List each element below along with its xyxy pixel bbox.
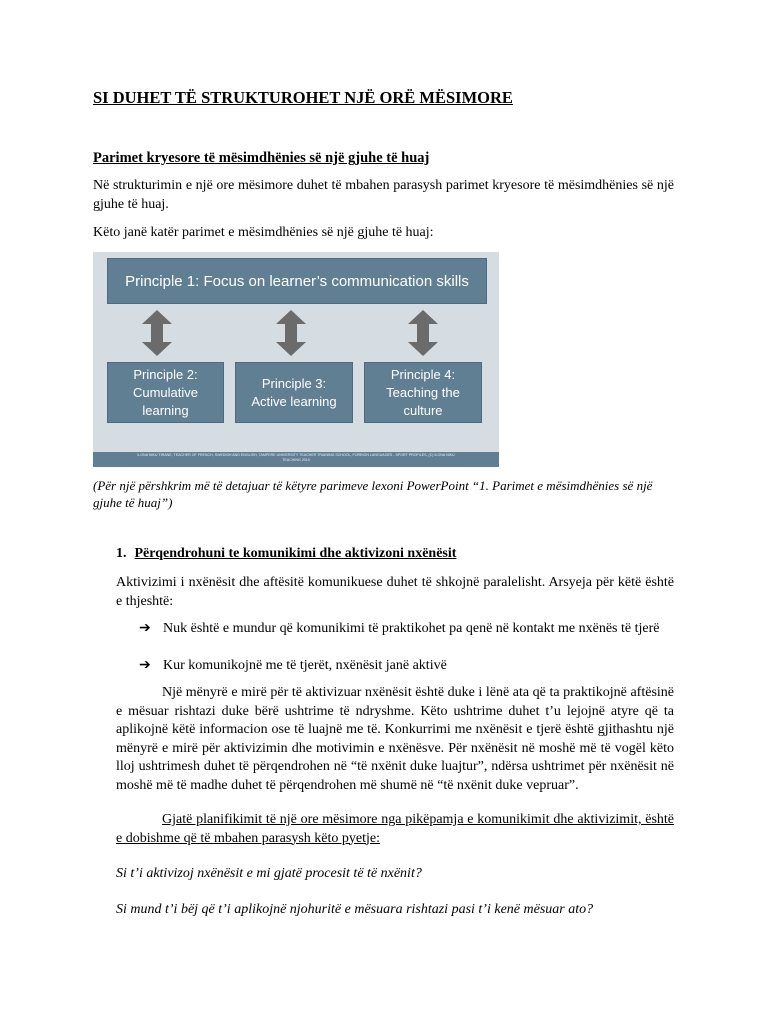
principle-3-box <box>235 362 353 423</box>
list-item <box>139 620 674 639</box>
section-1-paragraph: Aktivizimi i nxënësit dhe aftësitë komunikuese duhet të shkojnë paralelisht. Arsyeja për këtë është e thjeshtë: <box>116 575 674 609</box>
document-title: SI DUHET TË STRUKTUROHET NJË ORË MËSIMORE <box>93 88 513 107</box>
section-1-title: Përqendrohuni te komunikimi dhe aktivizoni nxënësit <box>134 546 457 561</box>
double-arrow-icon <box>276 310 306 356</box>
arrow-right-icon: ➔ <box>139 621 151 636</box>
principle-2-box <box>107 362 224 423</box>
list-item-text: Kur komunikojnë me të tjerët, nxënësit janë aktivë <box>163 658 447 673</box>
section-subheading: Parimet kryesore të mësimdhënies së një gjuhe të huaj <box>93 150 430 166</box>
principle-4-label: Principle 4: Teaching the culture <box>386 366 460 418</box>
principle-2-label: Principle 2: Cumulative learning <box>132 366 199 418</box>
diagram-footer-text: ILONA NIKU TIRANE, TEACHER OF FRENCH, SWEDISH AND ENGLISH, TAMPERE UNIVERSITY TEACHER TRAINING SCHOOL, FOREIGN LANGUAGES - SPORT PROFILES, (C) ILONA NIKU TEACHING 2015 <box>137 453 455 462</box>
diagram-caption: (Për një përshkrim më të detajuar të këtyre parimeve lexoni PowerPoint “1. Parimet e mësimdhënies së një gjuhe të huaj”) <box>93 478 653 510</box>
question-1: Si t’i aktivizoj nxënësit e mi gjatë procesit të të nxënit? <box>116 866 422 881</box>
intro-paragraph: Në strukturimin e një ore mësimore duhet të mbahen parasysh parimet kryesore të mësimdhënies së një gjuhe të huaj. <box>93 178 674 212</box>
principle-1-box: Principle 1: Focus on learner’s communication skills <box>107 258 487 304</box>
list-item <box>139 657 674 676</box>
double-arrow-icon <box>142 310 172 356</box>
principle-3-label: Principle 3: Active learning <box>251 375 337 409</box>
lead-paragraph: Këto janë katër parimet e mësimdhënies së një gjuhe të huaj: <box>93 225 434 240</box>
list-item-text: Nuk është e mundur që komunikimi të praktikohet pa qenë në kontakt me nxënës të tjerë <box>163 621 660 636</box>
arrow-right-icon: ➔ <box>139 658 151 673</box>
section-1-heading <box>116 546 456 562</box>
double-arrow-icon <box>408 310 438 356</box>
question-2: Si mund t’i bëj që t’i aplikojnë njohuritë e mësuara rishtazi pasi t’i kenë mësuar ato? <box>116 902 594 917</box>
section-1-paragraph-2: Një mënyrë e mirë për të aktivizuar nxënësit është duke i lënë ata që ta praktikojnë aftësinë e mësuar rishtazi duke bërë ushtrime të ndryshme. Këto ushtrime duhet t’u lejojnë atyre që ta aplikojnë këtë informacion ose të luajnë me të. Konkurrimi me nxënësit e tjerë është gjithashtu një mënyrë e mirë për aktivizimin dhe motivimin e nxënësve. Për nxënësit në moshë më të vogël këto lloj ushtrimesh duhet të përqendrohen në “të nxënit duke luajtur”, ndërsa ushtrimet për nxënësit në moshë më të madhe duhet të përqendrohen më shumë në “të nxënit duke vepruar”. <box>116 685 674 793</box>
principle-4-box <box>364 362 482 423</box>
principles-diagram <box>93 252 499 467</box>
section-1-paragraph-3: Gjatë planifikimit të një ore mësimore nga pikëpamja e komunikimit dhe aktivizimit, është e dobishme që të mbahen parasysh këto pyetje: <box>116 812 674 846</box>
section-1-number: 1. <box>116 546 127 561</box>
